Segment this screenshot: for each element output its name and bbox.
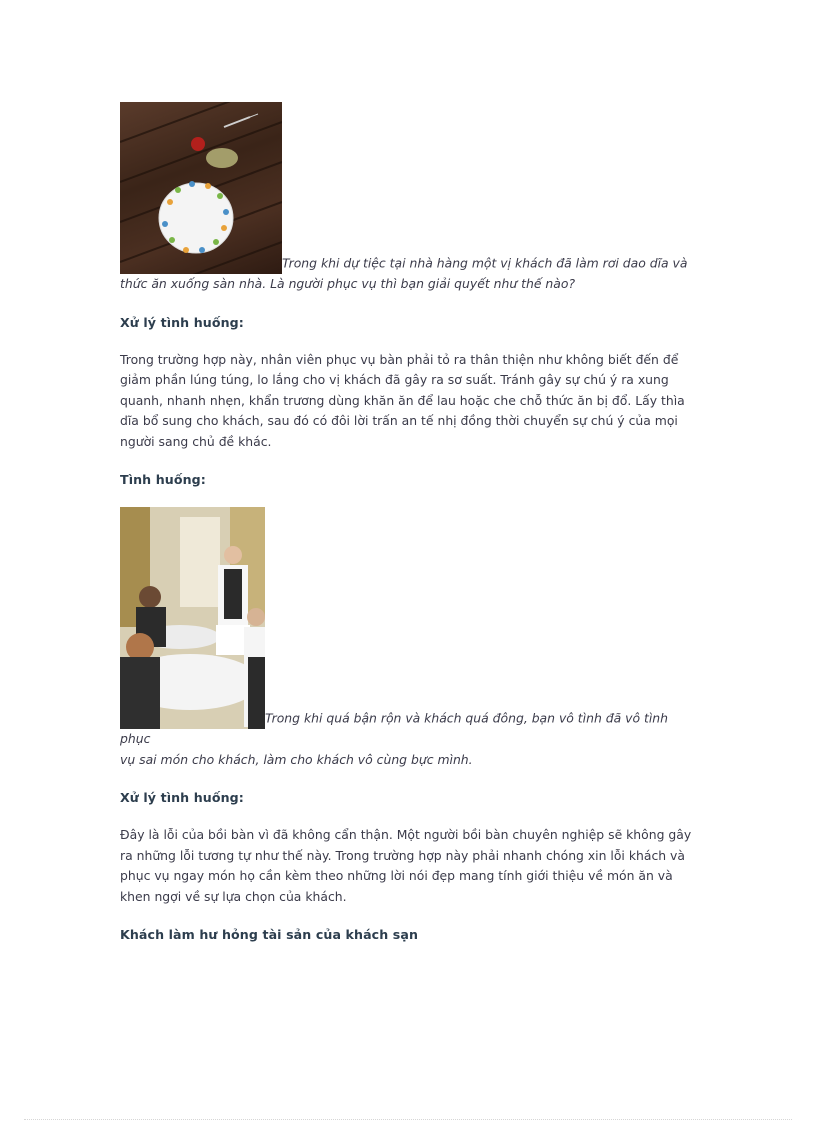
paragraph: Trong trường hợp này, nhân viên phục vụ bàn phải tỏ ra thân thiện như không biết đến để giảm phần lúng túng, lo lắng cho vị khách đã gây ra sơ suất. Tránh gây sự chú ý ra xung quanh, nhanh nhẹn, khẩn trương dùng khăn ăn để lau hoặc che chỗ thức ăn bị đổ. Lấy thìa dĩa bổ sung cho khách, sau đó có đôi lời trấn an tế nhị đồng thời chuyển sự chú ý của mọi người sang chủ đề khác. [120,351,685,449]
fallen-plate-image [120,102,282,274]
waiter-restaurant-image [120,507,265,729]
section-heading: Khách làm hư hỏng tài sản của khách sạn [120,927,419,942]
caption-line-2: thức ăn xuống sàn nhà. Là người phục vụ thì bạn giải quyết như thế nào? [120,276,576,291]
image-caption-block-2 [120,507,700,770]
image-caption-block-1 [120,102,700,295]
document-page [120,102,700,942]
page-bottom-divider [24,1119,792,1120]
section-heading: Xử lý tình huống: [120,790,244,805]
section-heading: Xử lý tình huống: [120,314,244,330]
section-heading: Tình huống: [120,472,206,487]
paragraph: Đây là lỗi của bồi bàn vì đã không cẩn thận. Một người bồi bàn chuyên nghiệp sẽ không gây ra những lỗi tương tự như thế này. Trong trường hợp này phải nhanh chóng xin lỗi khách và phục vụ ngay món họ cần kèm theo những lời nói đẹp mang tính giới thiệu về món ăn và khen ngợi về sự lựa chọn của khách. [120,827,692,904]
caption-line-1: Trong khi quá bận rộn và khách quá đông, bạn vô tình đã vô tình phục [120,710,668,746]
caption-line-2: vụ sai món cho khách, làm cho khách vô cùng bực mình. [120,751,473,767]
caption-line-1: Trong khi dự tiệc tại nhà hàng một vị khách đã làm rơi dao dĩa và [282,255,688,271]
